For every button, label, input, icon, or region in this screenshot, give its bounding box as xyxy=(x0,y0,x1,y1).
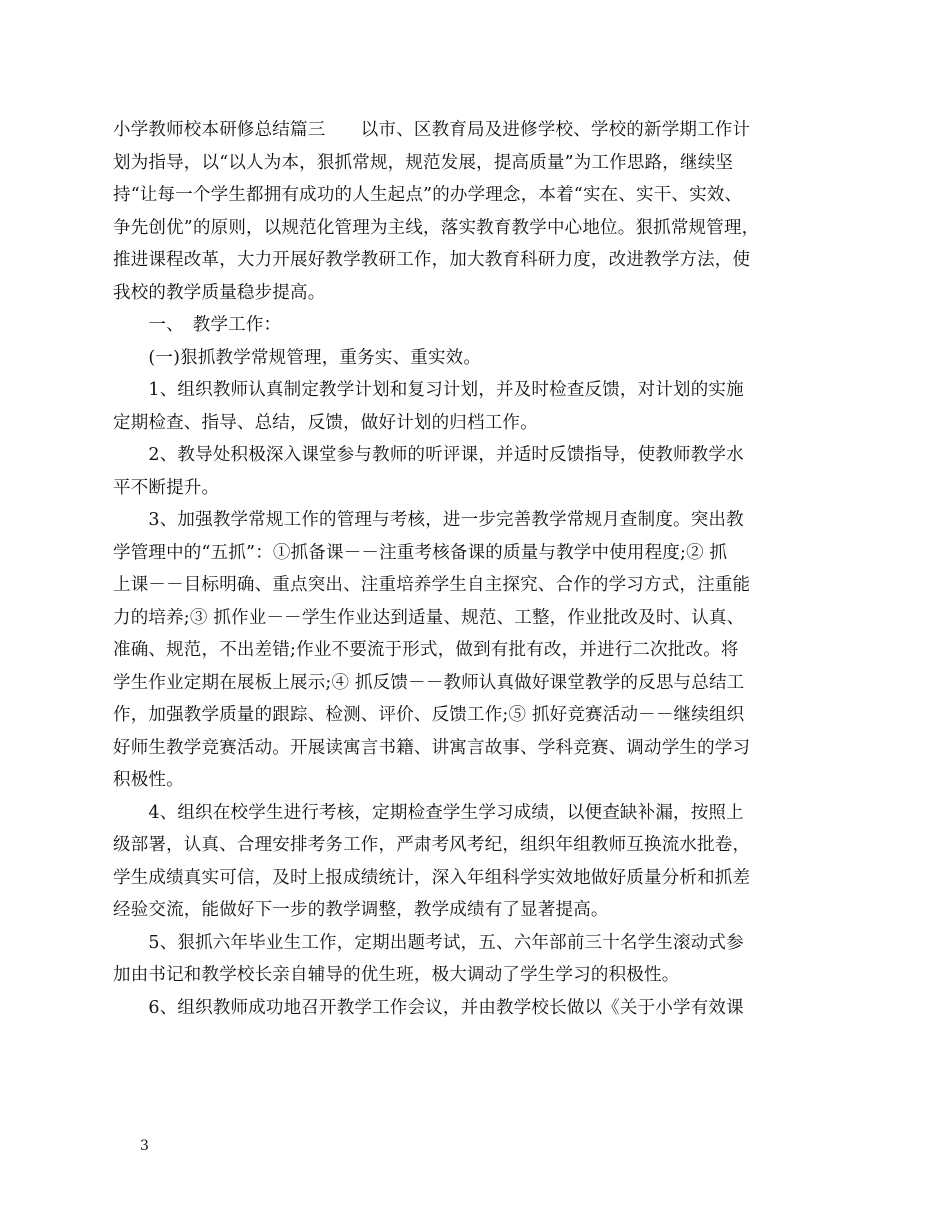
text-line: 划为指导，以“以人为本，狠抓常规，规范发展，提高质量”为工作思路，继续坚 xyxy=(113,152,734,173)
text-line: 5、狠抓六年毕业生工作，定期出题考试，五、六年部前三十名学生滚动式参 xyxy=(113,932,744,953)
text-line: 积极性。 xyxy=(113,770,184,790)
text-line: 争先创优”的原则，以规范化管理为主线，落实教育教学中心地位。狠抓常规管理， xyxy=(113,217,760,238)
text-line: 小学教师校本研修总结篇三 以市、区教育局及进修学校、学校的新学期工作计 xyxy=(113,120,751,140)
text-line: 2、教导处积极深入课堂参与教师的听评课，并适时反馈指导，使教师教学水 xyxy=(113,445,744,465)
text-line: 一、 教学工作： xyxy=(113,315,282,335)
text-line: 力的培养;③ 抓作业－－学生作业达到适量、规范、工整，作业批改及时、认真、 xyxy=(113,607,745,628)
text-line: 持“让每一个学生都拥有成功的人生起点”的办学理念，本着“实在、实干、实效、 xyxy=(113,185,743,205)
text-line: 好师生教学竞赛活动。开展读寓言书籍、讲寓言故事、学科竞赛、调动学生的学习 xyxy=(113,737,751,758)
text-line: 级部署，认真、合理安排考务工作，严肃考风考纪，组织年组教师互换流水批卷， xyxy=(113,835,751,855)
text-line: 准确、规范，不出差错;作业不要流于形式，做到有批有改，并进行二次批改。将 xyxy=(113,640,739,660)
text-line: 我校的教学质量稳步提高。 xyxy=(113,282,326,303)
document-body xyxy=(113,114,829,1024)
text-line: 3、加强教学常规工作的管理与考核，进一步完善教学常规月查制度。突出教 xyxy=(113,510,744,530)
text-line: (一)狠抓教学常规管理，重务实、重实效。 xyxy=(113,347,482,368)
text-line: 作，加强教学质量的跟踪、检测、评价、反馈工作;⑤ 抓好竞赛活动－－继续组织 xyxy=(113,705,745,725)
page-number: 3 xyxy=(140,1138,149,1154)
text-line: 学管理中的“五抓”：①抓备课－－注重考核备课的质量与教学中使用程度;② 抓 xyxy=(113,542,728,563)
text-line: 学生成绩真实可信，及时上报成绩统计，深入年组科学实效地做好质量分析和抓差 xyxy=(113,867,751,888)
text-line: 加由书记和教学校长亲自辅导的优生班，极大调动了学生学习的积极性。 xyxy=(113,965,680,985)
text-line: 定期检查、指导、总结，反馈，做好计划的归档工作。 xyxy=(113,412,538,433)
text-line: 4、组织在校学生进行考核，定期检查学生学习成绩，以便查缺补漏，按照上 xyxy=(113,802,744,823)
text-line: 6、组织教师成功地召开教学工作会议，并由教学校长做以《关于小学有效课 xyxy=(113,997,744,1018)
text-line: 上课－－目标明确、重点突出、注重培养学生自主探究、合作的学习方式，注重能 xyxy=(113,575,751,595)
text-line: 1、组织教师认真制定教学计划和复习计划，并及时检查反馈，对计划的实施 xyxy=(113,380,744,400)
text-line: 经验交流，能做好下一步的教学调整，教学成绩有了显著提高。 xyxy=(113,900,609,920)
text-line: 推进课程改革，大力开展好教学教研工作，加大教育科研力度，改进教学方法，使 xyxy=(113,250,751,270)
text-line: 学生作业定期在展板上展示;④ 抓反馈－－教师认真做好课堂教学的反思与总结工 xyxy=(113,672,745,693)
text-line: 平不断提升。 xyxy=(113,477,220,498)
